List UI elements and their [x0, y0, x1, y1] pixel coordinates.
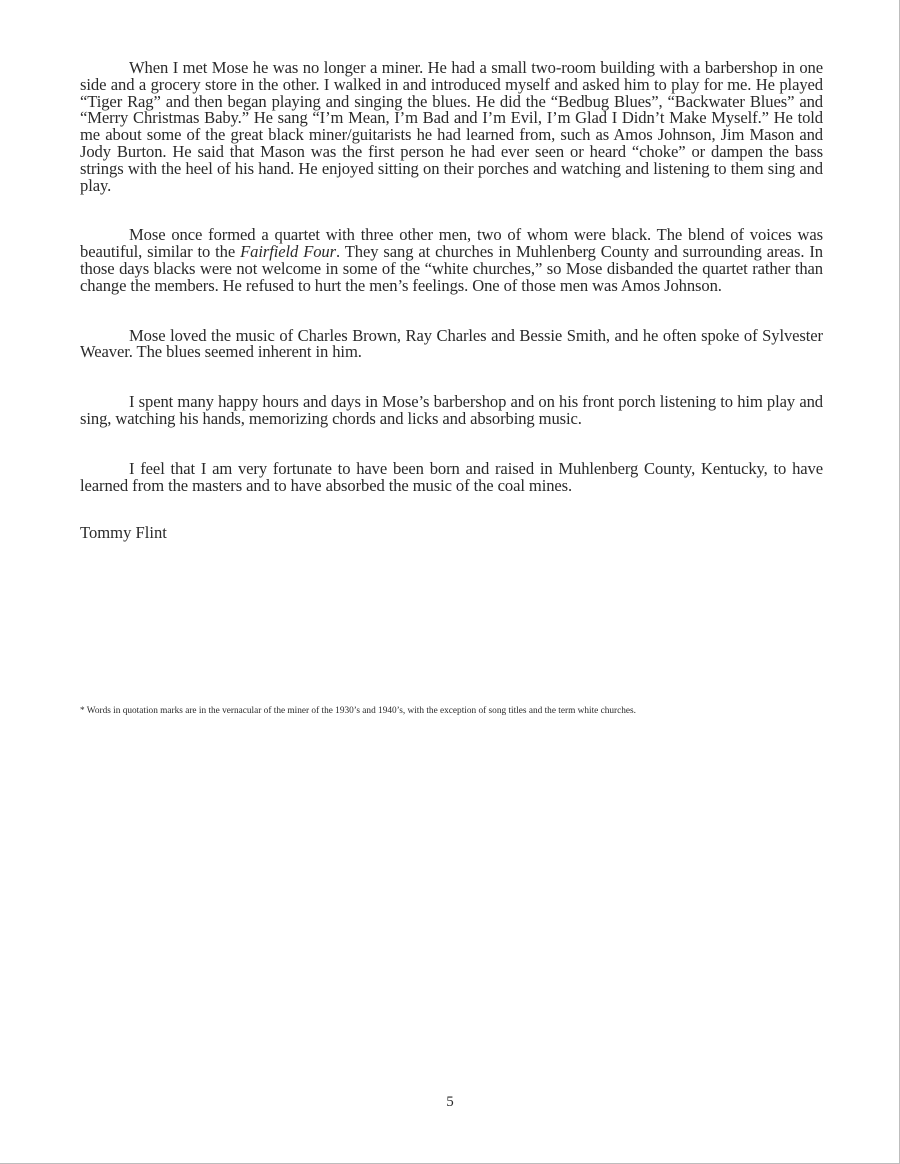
paragraph-1-text: When I met Mose he was no longer a miner. He had a small two-room building with a barbershop in one side and a grocery store in the other. I walked in and introduced myself and asked him to play for me. He played “Tiger Rag” and then began playing and singing the blues. He did the “Bedbug Blues”, “Backwater Blues” and “Merry Christmas Baby.” He sang “I’m Mean, I’m Bad and I’m Evil, I’m Glad I Didn’t Make Myself.” He told me about some of the great black miner/guitarists he had learned from, such as Amos Johnson, Jim Mason and Jody Burton. He said that Mason was the first person he had ever seen or heard “choke” or dampen the bass strings with the heel of his hand. He enjoyed sitting on their porches and watching and listening to them sing and play. — [80, 58, 823, 195]
fairfield-four-title: Fairfield Four — [240, 242, 336, 262]
author-signature: Tommy Flint — [80, 523, 167, 543]
paragraph-4-text: I spent many happy hours and days in Mose’s barbershop and on his front porch listening to him play and sing, watching his hands, memorizing chords and licks and absorbing music. — [80, 392, 823, 428]
paragraph-musical-influences — [80, 325, 823, 362]
page-number: 5 — [446, 1094, 454, 1110]
footnote: * Words in quotation marks are in the vernacular of the miner of the 1930’s and 1940’s, with the exception of song titles and the term white churches. — [80, 706, 636, 716]
paragraph-5-text: I feel that I am very fortunate to have been born and raised in Muhlenberg County, Kentucky, to have learned from the masters and to have absorbed the music of the coal mines. — [80, 458, 823, 495]
paragraph-fortunate — [80, 458, 823, 495]
paragraph-mose-barbershop — [80, 60, 823, 194]
body-text — [80, 60, 823, 542]
paragraph-3-text: Mose loved the music of Charles Brown, Ray Charles and Bessie Smith, and he often spoke of Sylvester Weaver. The blues seemed inherent in him. — [80, 325, 823, 362]
paragraph-2-text-a: Mose once formed a quartet with three other men, two of whom were black. The blend of voices was beautiful, similar to the — [80, 225, 823, 262]
paragraph-quartet — [80, 227, 823, 294]
paragraph-happy-hours — [80, 394, 823, 428]
paragraph-2-text-b: . They sang at churches in Muhlenberg County and surrounding areas. In those days blacks were not welcome in some of the “white churches,” so Mose disbanded the quartet rather than change the members. He refused to hurt the men’s feelings. One of those men was Amos Johnson. — [80, 242, 823, 295]
